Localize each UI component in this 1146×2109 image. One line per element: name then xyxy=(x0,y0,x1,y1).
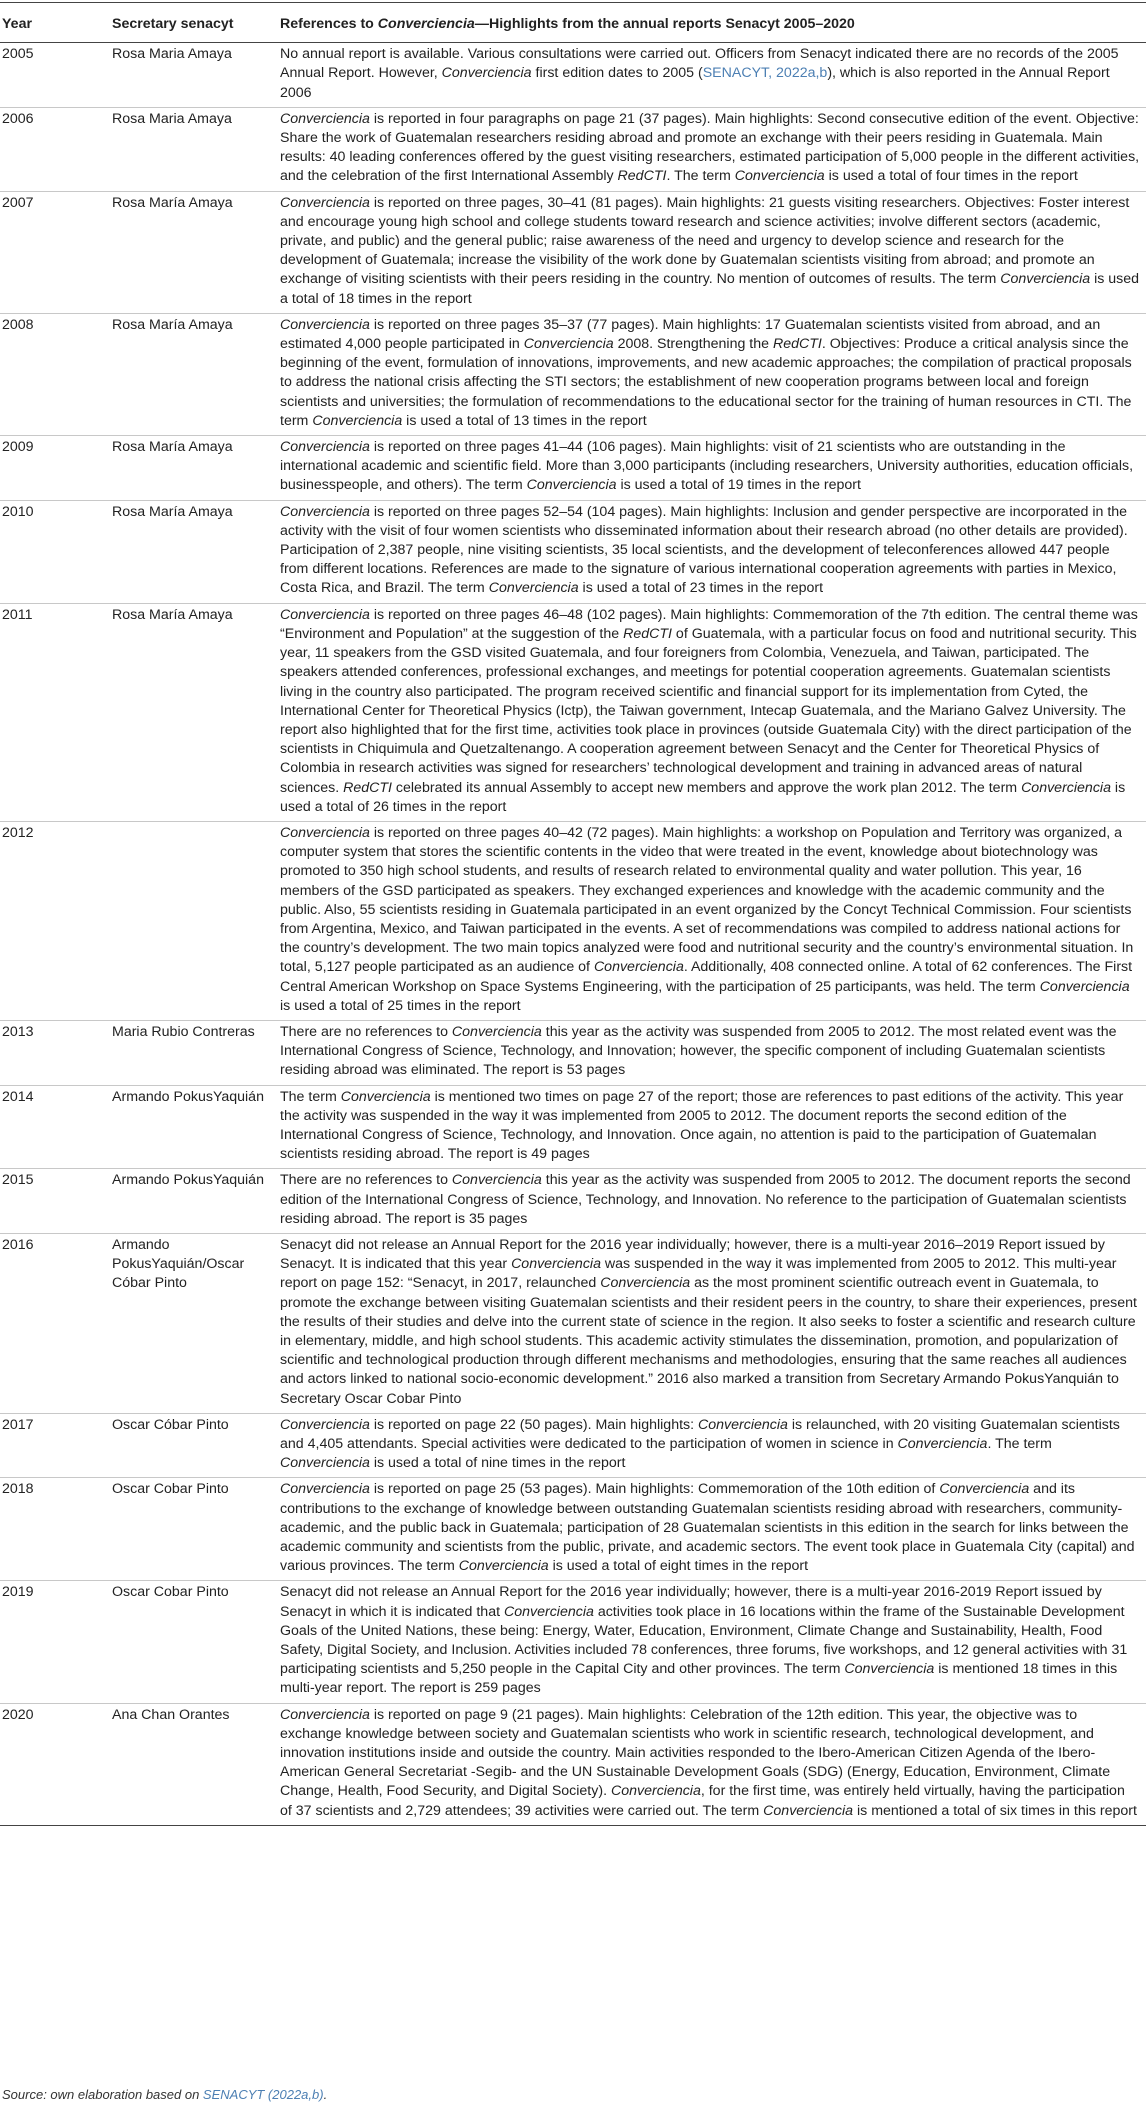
text-segment: is used a total of 18 times in the report xyxy=(280,271,1140,307)
cell-references xyxy=(278,1085,1146,1169)
text-segment: The term xyxy=(280,1088,341,1105)
converciencia-reports-table xyxy=(0,2,1146,1826)
header-secretary: Secretary senacyt xyxy=(110,3,278,43)
text-segment: is reported in four paragraphs on page 21 (37 pages). Main highlights: Second consecutive edition of the event. Objective: Share the work of Guatemalan researchers residing abroad and promote an exchange with their peers residing in Guatemala. Main results: 40 leading conferences offered by the guest visiting researchers, estimated participation of 5,000 people in the different activities, and the celebration of the first International Assembly xyxy=(280,110,1140,185)
cell-secretary: Maria Rubio Contreras xyxy=(110,1020,278,1085)
italic-term: RedCTI xyxy=(623,625,672,642)
cell-secretary: Rosa María Amaya xyxy=(110,191,278,313)
cell-secretary: Rosa María Amaya xyxy=(110,436,278,501)
italic-term: Converciencia xyxy=(280,503,370,520)
header-references-pre: References to xyxy=(280,16,378,32)
cell-secretary: Oscar Cóbar Pinto xyxy=(110,1413,278,1478)
cell-secretary: Rosa María Amaya xyxy=(110,313,278,435)
italic-term: Converciencia xyxy=(734,168,825,185)
italic-term: Converciencia xyxy=(488,580,579,597)
italic-term: Converciencia xyxy=(763,1802,854,1819)
italic-term: Converciencia xyxy=(600,1275,691,1292)
cell-references xyxy=(278,43,1146,108)
header-references-term: Converciencia xyxy=(377,16,475,32)
italic-term: Converciencia xyxy=(593,959,684,976)
italic-term: Converciencia xyxy=(610,1783,701,1800)
italic-term: Converciencia xyxy=(280,824,370,841)
text-segment: . Objectives: Produce a critical analysis since the beginning of the event, formulation of innovations, improvements, and new academic approaches; the compilation of practical proposals to address the national crisis affecting the STI sectors; the establishment of new cooperation programs between local and foreign scientists and universities; the formulation of recommendations to the educational sector for the training of human resources in CTI. The term xyxy=(280,336,1132,429)
cell-year: 2016 xyxy=(0,1233,110,1413)
text-segment: is reported on page 25 (53 pages). Main highlights: Commemoration of the 10th edition of xyxy=(369,1481,940,1498)
text-segment: of Guatemala, with a particular focus on food and nutritional security. This year, 11 speakers from the GSD visited Guatemala, and four foreigners from Colombia, Venezuela, and Taiwan, participated. The speakers attended conferences, professional exchanges, and meetings for potential cooperation agreements. Guatemalan scientists living in the country also participated. The program received scientific and financial support for its implementation from Cyted, the International Center for Theoretical Physics (Ictp), the Taiwan government, Intecap Guatemala, and the Mariano Galvez University. The report also highlighted that for the first time, activities took place in provinces (outside Guatemala City) with the direct participation of the scientists in Chiquimula and Quetzaltenango. A cooperation agreement between Senacyt and the Center for Theoretical Physics of Colombia in research activities was signed for researchers’ technological development and training in advanced areas of natural sciences. xyxy=(280,625,1137,796)
text-segment: is mentioned a total of six times in this report xyxy=(853,1802,1137,1819)
table-row xyxy=(0,1020,1146,1085)
text-segment: No annual report is available. Various consultations were carried out. Officers from Senacyt indicated there are no records of the 2005 Annual Report. However, xyxy=(280,46,1119,82)
cell-references xyxy=(278,821,1146,1020)
text-segment: is reported on page 22 (50 pages). Main highlights: xyxy=(369,1416,698,1433)
text-segment: is reported on three pages 41–44 (106 pages). Main highlights: visit of 21 scientists who are outstanding in the international academic and scientific field. More than 3,000 participants (including researchers, University authorities, education officials, businesspeople, and others). The term xyxy=(280,439,1134,494)
cell-references xyxy=(278,1478,1146,1581)
cell-year: 2017 xyxy=(0,1413,110,1478)
text-segment: is relaunched, with 20 visiting Guatemalan scientists and 4,405 attendants. Special activities were dedicated to the participation of women in science in xyxy=(280,1416,1120,1453)
cell-references xyxy=(278,500,1146,603)
cell-year: 2005 xyxy=(0,43,110,108)
italic-term: Converciencia xyxy=(280,606,370,623)
header-references xyxy=(278,3,1146,43)
text-segment: and its contributions to the exchange of knowledge between outstanding Guatemalan scientists residing abroad with researchers, community-academic, and the public back in Guatemala; participation of 28 Guatemalan scientists in this edition in the search for links between the academic community and scientists from the public, private, and academic sectors. The event took place in Guatemala City (capital) and various provinces. The term xyxy=(280,1481,1135,1575)
table-row xyxy=(0,1233,1146,1413)
table-row xyxy=(0,1169,1146,1234)
italic-term: Converciencia xyxy=(897,1436,988,1453)
cell-secretary: Armando PokusYaquián xyxy=(110,1169,278,1234)
cell-references xyxy=(278,603,1146,821)
cell-references xyxy=(278,1703,1146,1825)
header-references-post: —Highlights from the annual reports Senacyt 2005–2020 xyxy=(474,16,855,32)
cell-year: 2012 xyxy=(0,821,110,1020)
table-row xyxy=(0,1085,1146,1169)
table-row xyxy=(0,500,1146,603)
table-row xyxy=(0,1413,1146,1478)
text-segment: is reported on three pages 35–37 (77 pages). Main highlights: 17 Guatemalan scientists visited from abroad, and an estimated 4,000 people participated in xyxy=(280,316,1101,353)
text-segment: first edition dates to 2005 ( xyxy=(531,65,703,82)
text-segment: Senacyt did not release an Annual Report for the 2016 year individually; however, there is a multi-year 2016-2019 Report issued by Senacyt in which it is indicated that xyxy=(280,1584,1102,1620)
italic-term: Converciencia xyxy=(280,316,370,333)
text-segment: is reported on three pages 40–42 (72 pages). Main highlights: a workshop on Population and Territory was organized, a computer system that stores the scientific contents in the video that were treated in the event, knowledge about biotechnology was promoted to 350 high school students, and results of research related to environmental quality and water pollution. This year, 16 members of the GSD participated as speakers. They exchanged experiences and knowledge with the academic community and the public. Also, 55 scientists residing in Guatemala participated in an event organized by the Concyt Technical Commission. Four scientists from Argentina, Mexico, and Taiwan participated in the events. A set of recommendations was compiled to address national actions for the country’s development. The two main topics analyzed were food and nutritional security and the country’s environmental situation. In total, 5,127 people participated as an audience of xyxy=(280,824,1134,976)
cell-secretary: Rosa Maria Amaya xyxy=(110,107,278,191)
table-row xyxy=(0,1581,1146,1703)
cell-secretary: Armando PokusYaquián/Oscar Cóbar Pinto xyxy=(110,1233,278,1413)
cell-secretary: Rosa Maria Amaya xyxy=(110,43,278,108)
italic-term: RedCTI xyxy=(772,336,822,353)
cell-secretary: Oscar Cobar Pinto xyxy=(110,1478,278,1581)
cell-references xyxy=(278,436,1146,501)
text-segment: is used a total of 25 times in the report xyxy=(280,997,521,1014)
cell-year: 2006 xyxy=(0,107,110,191)
cell-references xyxy=(278,1233,1146,1413)
text-segment: 2008. Strengthening the xyxy=(613,336,773,353)
text-segment: is used a total of eight times in the report xyxy=(548,1558,809,1575)
table-row xyxy=(0,43,1146,108)
table-row xyxy=(0,191,1146,313)
text-segment: is mentioned two times on page 27 of the report; those are references to past editions of the activity. This year the activity was suspended in the way it was implemented from 2005 to 2012. The document reports the second edition of the International Congress of Science, Technology, and Innovation. Once again, no attention is paid to the participation of Guatemalan scientists residing abroad. The report is 49 pages xyxy=(280,1088,1124,1163)
header-year: Year xyxy=(0,3,110,43)
cell-references xyxy=(278,1413,1146,1478)
text-segment: this year as the activity was suspended from 2005 to 2012. The document reports the second edition of the International Congress of Science, Technology, and Innovation. No reference to the participation of Guatemalan scientists residing abroad. The report is 35 pages xyxy=(280,1172,1131,1227)
text-segment: There are no references to xyxy=(280,1172,452,1189)
cell-references xyxy=(278,1020,1146,1085)
text-segment: is reported on three pages 52–54 (104 pages). Main highlights: Inclusion and gender perspective are incorporated in the activity with the visit of four women scientists who disseminated information about their research abroad (no other details are provided). Participation of 2,387 people, nine visiting scientists, 35 local scientists, and the development of teleconferences allowed 447 people from different locations. References are made to the signature of various international cooperation agreements with parties in Mexico, Costa Rica, and Brazil. The term xyxy=(280,503,1128,597)
cell-references xyxy=(278,313,1146,435)
source-link[interactable]: SENACYT (2022a,b) xyxy=(202,2087,324,2102)
italic-term: Converciencia xyxy=(1000,271,1091,288)
cell-year: 2020 xyxy=(0,1703,110,1825)
cell-references xyxy=(278,1169,1146,1234)
table-row xyxy=(0,107,1146,191)
cell-year: 2015 xyxy=(0,1169,110,1234)
cell-secretary: Armando PokusYaquián xyxy=(110,1085,278,1169)
cell-year: 2009 xyxy=(0,436,110,501)
italic-term: Converciencia xyxy=(503,1603,594,1620)
italic-term: Converciencia xyxy=(280,1455,370,1472)
text-segment: is mentioned 18 times in this multi-year report. The report is 259 pages xyxy=(280,1661,1118,1697)
cell-secretary xyxy=(110,821,278,1020)
italic-term: Converciencia xyxy=(280,194,370,211)
cell-secretary: Rosa María Amaya xyxy=(110,500,278,603)
citation-link[interactable]: SENACYT, 2022a,b xyxy=(702,65,828,82)
cell-year: 2014 xyxy=(0,1085,110,1169)
italic-term: Converciencia xyxy=(523,336,614,353)
text-segment: . The term xyxy=(666,168,735,185)
text-segment: ), which is also reported in the Annual Report 2006 xyxy=(280,65,1110,101)
table-row xyxy=(0,1478,1146,1581)
table-row xyxy=(0,821,1146,1020)
italic-term: Converciencia xyxy=(340,1088,431,1105)
text-segment: was suspended in the way it was implemented from 2005 to 2012. This multi-year report on page 152: “Senacyt, in 2017, relaunched xyxy=(280,1256,1117,1292)
table-row xyxy=(0,313,1146,435)
table-body xyxy=(0,43,1146,1826)
italic-term: Converciencia xyxy=(939,1481,1030,1498)
italic-term: Converciencia xyxy=(526,477,617,494)
text-segment: is used a total of four times in the report xyxy=(824,168,1078,185)
text-segment: is reported on three pages 46–48 (102 pages). Main highlights: Commemoration of the 7th edition. The central theme was “Environment and Population” at the suggestion of the xyxy=(280,606,1138,642)
cell-references xyxy=(278,1581,1146,1703)
cell-year: 2013 xyxy=(0,1020,110,1085)
italic-term: Converciencia xyxy=(698,1416,788,1433)
cell-year: 2018 xyxy=(0,1478,110,1581)
cell-references xyxy=(278,107,1146,191)
italic-term: Converciencia xyxy=(280,1481,370,1498)
text-segment: Senacyt did not release an Annual Report for the 2016 year individually; however, there is a multi-year 2016–2019 Report issued by Senacyt. It is indicated that this year xyxy=(280,1236,1105,1273)
italic-term: Converciencia xyxy=(280,1706,370,1723)
italic-term: Converciencia xyxy=(280,439,370,456)
italic-term: Converciencia xyxy=(1039,978,1130,995)
italic-term: Converciencia xyxy=(312,412,403,429)
cell-year: 2007 xyxy=(0,191,110,313)
cell-references xyxy=(278,191,1146,313)
italic-term: Converciencia xyxy=(441,65,532,82)
italic-term: Converciencia xyxy=(458,1558,549,1575)
italic-term: Converciencia xyxy=(451,1172,542,1189)
italic-term: Converciencia xyxy=(451,1023,542,1040)
text-segment: is used a total of 19 times in the report xyxy=(616,477,861,494)
text-segment: . Additionally, 408 connected online. A total of 62 conferences. The First Central American Workshop on Space Systems Engineering, with the participation of 25 participants, was held. The term xyxy=(280,959,1133,995)
source-pre: Source: own elaboration based on xyxy=(2,2087,203,2102)
cell-year: 2010 xyxy=(0,500,110,603)
text-segment: is used a total of 23 times in the report xyxy=(578,580,824,597)
source-post: . xyxy=(323,2087,328,2102)
text-segment: is reported on page 9 (21 pages). Main highlights: Celebration of the 12th edition. This year, the objective was to exchange knowledge between society and Guatemalan scientists who work in scientific research, technological development, and innovation institutions inside and outside the country. Main activities responded to the Ibero-American Citizen Agenda of the Ibero-American General Secretariat -Segib- and the UN Sustainable Development Goals (SDG) (Energy, Education, Environment, Climate Change, Health, Food Security, and Digital Society). xyxy=(280,1706,1111,1800)
text-segment: There are no references to xyxy=(280,1023,452,1040)
text-segment: is used a total of nine times in the report xyxy=(369,1455,626,1472)
cell-year: 2019 xyxy=(0,1581,110,1703)
text-segment: this year as the activity was suspended from 2005 to 2012. The most related event was the International Congress of Science, Technology, and Innovation; however, the specific component of including Guatemalan scientists residing abroad was eliminated. The report is 53 pages xyxy=(280,1023,1117,1079)
cell-year: 2008 xyxy=(0,313,110,435)
text-segment: , for the first time, was entirely held virtually, having the participation of 37 scientists and 2,729 attendees; 39 activities were carried out. The term xyxy=(280,1783,1125,1819)
text-segment: is used a total of 13 times in the report xyxy=(402,412,647,429)
source-note xyxy=(2,2087,327,2102)
italic-term: RedCTI xyxy=(343,779,392,796)
text-segment: celebrated its annual Assembly to accept new members and approve the work plan 2012. The term xyxy=(391,779,1022,796)
text-segment: is reported on three pages, 30–41 (81 pages). Main highlights: 21 guests visiting researchers. Objectives: Foster interest and encourage young high school and college students toward research and science activities; involve different sectors (academic, private, and public) and the general public; raise awareness of the need and urgency to develop science and research for the development of Guatemala; increase the visibility of the work done by Guatemalan scientists visiting from abroad; and promote an exchange of visiting scientists with their peers residing in the country. No mention of outcomes of results. The term xyxy=(280,194,1130,288)
italic-term: Converciencia xyxy=(280,110,370,127)
table-header-row xyxy=(0,3,1146,43)
cell-year: 2011 xyxy=(0,603,110,821)
table-row xyxy=(0,436,1146,501)
text-segment: as the most prominent scientific outreach event in Guatemala, to promote the exchange between visiting Guatemalan scientists and their resident peers in the country, to share their experiences, present the results of their studies and delve into the current state of science in the region. It also seeks to foster a scientific and research culture in elementary, middle, and high school students. This academic activity stimulates the dissemination, promotion, and popularization of scientific and technological production through different mechanisms and methodologies, ensuring that the same reaches all audiences and actors linked to national socio-economic development.” 2016 also marked a transition from Secretary Armando PokusYanquián to Secretary Oscar Cobar Pinto xyxy=(280,1275,1137,1407)
italic-term: RedCTI xyxy=(617,168,667,185)
table-row xyxy=(0,1703,1146,1825)
table-row xyxy=(0,603,1146,821)
text-segment: is used a total of 26 times in the report xyxy=(280,779,1126,815)
cell-secretary: Rosa María Amaya xyxy=(110,603,278,821)
text-segment: . The term xyxy=(987,1436,1052,1453)
cell-secretary: Oscar Cobar Pinto xyxy=(110,1581,278,1703)
text-segment: activities took place in 16 locations within the frame of the Sustainable Development Goals of the United Nations, these being: Energy, Water, Education, Environment, Climate Change and Sustainability, Health, Food Safety, Digital Society, and Inclusion. Activities included 78 conferences, three forums, five workshops, and 12 general activities with 31 participating scientists and 5,250 people in the Capital City and other provinces. The term xyxy=(280,1603,1128,1678)
cell-secretary: Ana Chan Orantes xyxy=(110,1703,278,1825)
italic-term: Converciencia xyxy=(280,1416,370,1433)
italic-term: Converciencia xyxy=(844,1661,935,1678)
italic-term: Converciencia xyxy=(1021,779,1111,796)
italic-term: Converciencia xyxy=(511,1256,601,1273)
